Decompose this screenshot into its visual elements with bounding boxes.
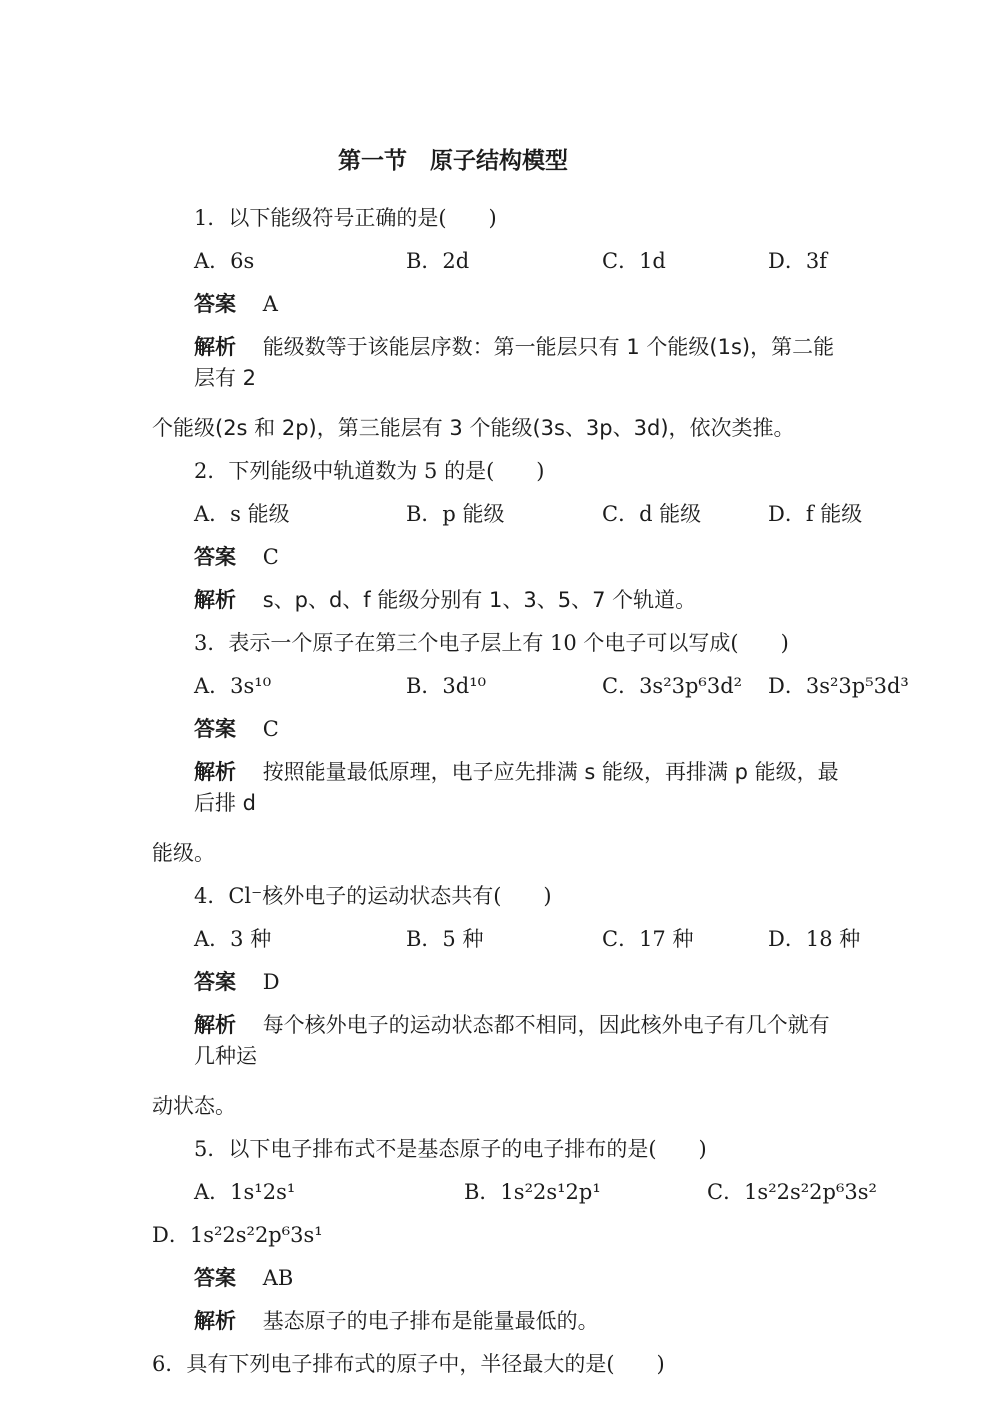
analysis-text-continued: 个能级(2s 和 2p)，第三能层有 3 个能级(3s、3p、3d)，依次类推。 — [152, 416, 795, 440]
question-1-analysis — [152, 332, 850, 444]
option-a: A．1s¹2s¹ — [194, 1180, 296, 1204]
option-d: D．3f — [768, 249, 827, 273]
option-d: D．f 能级 — [768, 502, 863, 526]
question-2 — [152, 456, 863, 616]
option-b: B．5 种 — [406, 927, 484, 951]
option-d-line: D．1s²2s²2p⁶3s¹ — [152, 1223, 323, 1247]
question-5-analysis — [152, 1306, 850, 1337]
question-2-stem: 2．下列能级中轨道数为 5 的是( ) — [194, 459, 545, 483]
option-a: A．3 种 — [194, 927, 272, 951]
question-2-options — [194, 499, 863, 530]
question-4 — [152, 881, 861, 1122]
option-d: D．18 种 — [768, 927, 861, 951]
option-a: A．6s — [194, 249, 255, 273]
question-5-stem: 5．以下电子排布式不是基态原子的电子排布的是( ) — [194, 1137, 707, 1161]
question-1 — [152, 203, 850, 444]
analysis-label: 解析 — [194, 588, 236, 612]
analysis-text: 每个核外电子的运动状态都不相同，因此核外电子有几个就有几种运 — [194, 1013, 830, 1068]
option-d: D．3s²3p⁵3d³ — [768, 674, 909, 698]
question-5-options — [194, 1177, 877, 1208]
option-b: B．3d¹⁰ — [406, 674, 487, 698]
question-3-stem: 3．表示一个原子在第三个电子层上有 10 个电子可以写成( ) — [194, 631, 789, 655]
page-title: 第一节 原子结构模型 — [338, 148, 568, 174]
analysis-label: 解析 — [194, 335, 236, 359]
answer-label: 答案 — [194, 545, 236, 569]
analysis-text-continued: 能级。 — [152, 841, 215, 865]
question-1-answer-line — [152, 289, 850, 320]
question-6-stem: 6．具有下列电子排布式的原子中，半径最大的是( ) — [152, 1352, 665, 1376]
option-c: C．17 种 — [602, 927, 694, 951]
question-1-stem: 1．以下能级符号正确的是( ) — [194, 206, 497, 230]
answer-value: C — [262, 545, 279, 569]
answer-value: A — [262, 292, 278, 316]
question-3-options — [194, 671, 909, 702]
question-5-answer-line — [152, 1263, 850, 1294]
analysis-label: 解析 — [194, 760, 236, 784]
answer-value: AB — [262, 1266, 294, 1290]
option-a: A．s 能级 — [194, 502, 290, 526]
option-c: C．1s²2s²2p⁶3s² — [707, 1180, 877, 1204]
analysis-label: 解析 — [194, 1013, 236, 1037]
option-b: B．2d — [406, 249, 470, 273]
option-b: B．1s²2s¹2p¹ — [464, 1180, 601, 1204]
option-c: C．d 能级 — [602, 502, 702, 526]
question-3-analysis — [152, 757, 850, 869]
analysis-text: 按照能量最低原理，电子应先排满 s 能级，再排满 p 能级，最后排 d — [194, 760, 839, 815]
answer-label: 答案 — [194, 970, 236, 994]
question-2-analysis — [152, 585, 850, 616]
question-2-answer-line — [152, 542, 850, 573]
answer-label: 答案 — [194, 1266, 236, 1290]
option-b: B．p 能级 — [406, 502, 505, 526]
question-4-stem: 4．Cl⁻核外电子的运动状态共有( ) — [194, 884, 552, 908]
question-1-options — [194, 246, 850, 277]
question-3-answer-line — [152, 714, 850, 745]
answer-value: D — [262, 970, 280, 994]
analysis-text: 能级数等于该能层序数：第一能层只有 1 个能级(1s)，第二能层有 2 — [194, 335, 835, 390]
question-6 — [152, 1349, 850, 1380]
answer-label: 答案 — [194, 717, 236, 741]
question-4-options — [194, 924, 861, 955]
option-c: C．3s²3p⁶3d² — [602, 674, 743, 698]
analysis-text: 基态原子的电子排布是能量最低的。 — [262, 1309, 599, 1333]
analysis-text: s、p、d、f 能级分别有 1、3、5、7 个轨道。 — [262, 588, 697, 612]
question-4-analysis — [152, 1010, 850, 1122]
answer-value: C — [262, 717, 279, 741]
question-4-answer-line — [152, 967, 850, 998]
analysis-text-continued: 动状态。 — [152, 1094, 236, 1118]
option-c: C．1d — [602, 249, 666, 273]
answer-label: 答案 — [194, 292, 236, 316]
analysis-label: 解析 — [194, 1309, 236, 1333]
question-5 — [152, 1134, 877, 1337]
question-3 — [152, 628, 909, 869]
option-a: A．3s¹⁰ — [194, 674, 272, 698]
